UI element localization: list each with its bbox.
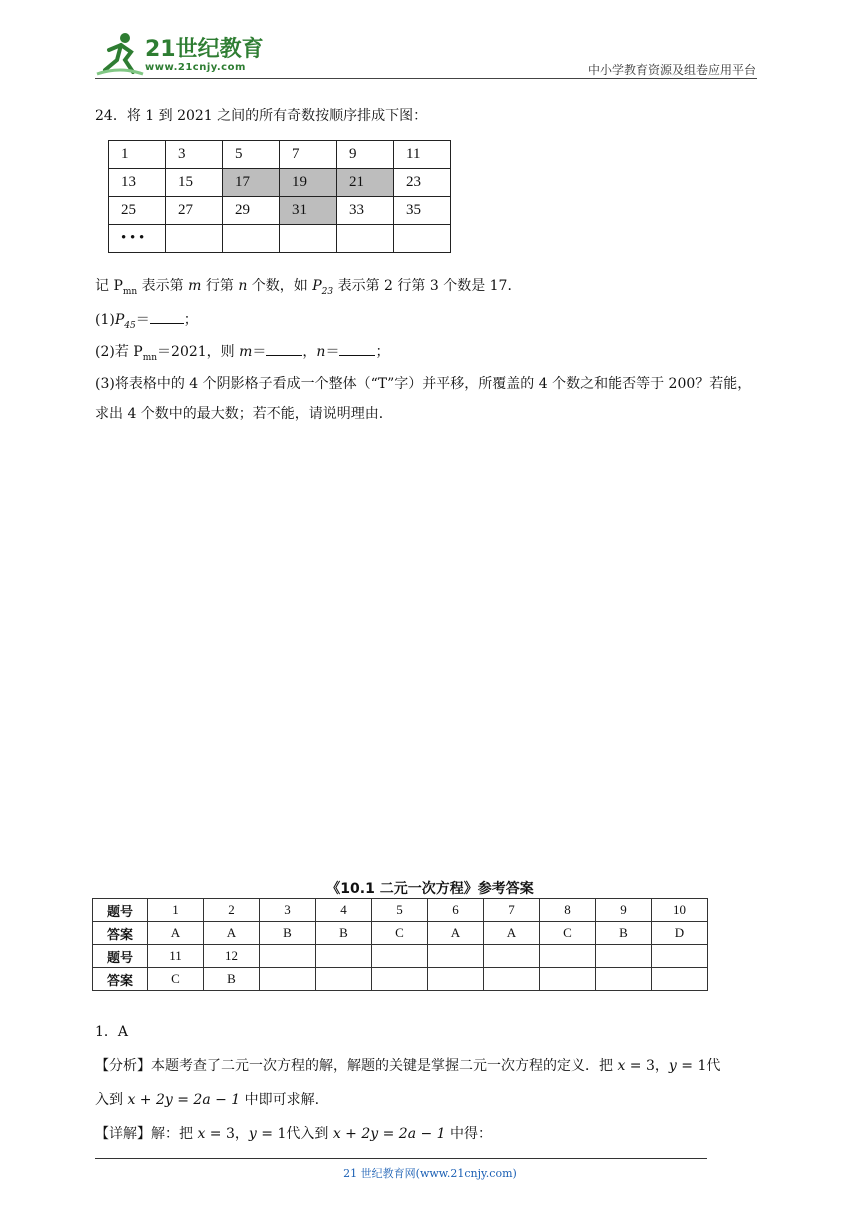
- detail-tag: 【详解】: [95, 1126, 151, 1142]
- note-text: 个数，如: [247, 278, 313, 294]
- answer-key-title: 《10.1 二元一次方程》参考答案: [326, 881, 534, 897]
- header-platform-name: 中小学教育资源及组卷应用平台: [587, 63, 756, 77]
- grid-cell: [166, 225, 223, 253]
- grid-cell: • • •: [109, 225, 166, 253]
- answer-cell: 3: [260, 899, 316, 922]
- detail-text: = 1代入到: [256, 1126, 333, 1142]
- analysis-text: = 3，: [625, 1058, 669, 1074]
- grid-cell: 17: [223, 169, 280, 197]
- answer-cell: [540, 945, 596, 968]
- grid-cell: 21: [337, 169, 394, 197]
- grid-cell: 3: [166, 141, 223, 169]
- detail-text: = 3，: [205, 1126, 249, 1142]
- answer-row-label: 答案: [93, 922, 148, 945]
- grid-cell: 31: [280, 197, 337, 225]
- grid-cell: 15: [166, 169, 223, 197]
- note-text: 行第: [201, 278, 239, 294]
- part-2-eq: ＝: [252, 344, 267, 360]
- solution-detail: [95, 1124, 492, 1144]
- equation: x + 2y = 2a − 1: [127, 1092, 241, 1108]
- footer-site[interactable]: 21 世纪教育网(www.21cnjy.com): [343, 1167, 517, 1180]
- answer-cell: [652, 968, 708, 991]
- part-2-end: ；: [375, 344, 390, 360]
- logo-text: 21世纪教育: [145, 37, 264, 62]
- note-var-m: m: [188, 278, 202, 294]
- answer-row: [93, 968, 708, 991]
- answer-cell: C: [372, 922, 428, 945]
- answer-cell: [540, 968, 596, 991]
- part-2-text: ＝2021，则: [157, 344, 240, 360]
- answer-cell: [428, 968, 484, 991]
- grid-row: [109, 169, 451, 197]
- answer-cell: [428, 945, 484, 968]
- var-y: y: [248, 1126, 257, 1142]
- odd-number-grid: [108, 140, 451, 253]
- var-y: y: [668, 1058, 677, 1074]
- answer-cell: [316, 968, 372, 991]
- equation: x + 2y = 2a − 1: [332, 1126, 446, 1142]
- answer-key-table: [92, 898, 708, 991]
- answer-cell: C: [148, 968, 204, 991]
- part-2-var-m: m: [239, 344, 253, 360]
- note-text: 表示第: [137, 278, 189, 294]
- part-1-eq: ＝: [135, 312, 150, 328]
- answer-cell: [260, 968, 316, 991]
- detail-text: 解：把: [151, 1126, 198, 1142]
- answer-cell: B: [204, 968, 260, 991]
- answer-blank[interactable]: [266, 343, 302, 356]
- answer-cell: 5: [372, 899, 428, 922]
- grid-cell: 33: [337, 197, 394, 225]
- answer-cell: [316, 945, 372, 968]
- answer-row-label: 题号: [93, 945, 148, 968]
- solution-analysis: [95, 1056, 720, 1076]
- analysis-text: 中即可求解.: [240, 1092, 320, 1108]
- part-2-sub: mn: [142, 352, 158, 363]
- answer-cell: [372, 968, 428, 991]
- answer-cell: [372, 945, 428, 968]
- answer-cell: A: [204, 922, 260, 945]
- part-2-label: (2)若 P: [95, 344, 143, 360]
- answer-cell: A: [428, 922, 484, 945]
- grid-cell: 7: [280, 141, 337, 169]
- answer-cell: 4: [316, 899, 372, 922]
- part-2: [95, 342, 389, 368]
- answer-cell: A: [484, 922, 540, 945]
- grid-cell: 23: [394, 169, 451, 197]
- answer-blank[interactable]: [339, 343, 375, 356]
- grid-cell: 29: [223, 197, 280, 225]
- answer-cell: [596, 968, 652, 991]
- grid-cell: 19: [280, 169, 337, 197]
- answer-cell: B: [596, 922, 652, 945]
- solution-analysis-cont: [95, 1090, 319, 1110]
- answer-cell: 10: [652, 899, 708, 922]
- question-24-intro: 24．将 1 到 2021 之间的所有奇数按顺序排成下图：: [95, 108, 428, 124]
- note-text: 记 P: [95, 278, 123, 294]
- answer-row: [93, 945, 708, 968]
- header-divider: [95, 78, 757, 79]
- grid-cell: 11: [394, 141, 451, 169]
- analysis-text: 本题考查了二元一次方程的解，解题的关键是掌握二元一次方程的定义．把: [151, 1058, 618, 1074]
- answer-row-label: 答案: [93, 968, 148, 991]
- answer-cell: 2: [204, 899, 260, 922]
- part-1-end: ；: [183, 312, 198, 328]
- grid-cell: [280, 225, 337, 253]
- grid-row: [109, 197, 451, 225]
- note-sub: mn: [122, 286, 138, 297]
- site-logo: [95, 30, 264, 80]
- note-text: 表示第 2 行第 3 个数是 17．: [333, 278, 522, 294]
- part-1-sub: 45: [124, 320, 136, 331]
- answer-cell: 9: [596, 899, 652, 922]
- grid-cell: 1: [109, 141, 166, 169]
- answer-cell: [652, 945, 708, 968]
- answer-cell: 1: [148, 899, 204, 922]
- solution-item: 1．A: [95, 1024, 129, 1040]
- answer-cell: B: [316, 922, 372, 945]
- var-x: x: [197, 1126, 206, 1142]
- runner-logo-icon: [95, 30, 145, 78]
- grid-row: [109, 225, 451, 253]
- answer-cell: C: [540, 922, 596, 945]
- answer-cell: 7: [484, 899, 540, 922]
- grid-row: [109, 141, 451, 169]
- answer-cell: 12: [204, 945, 260, 968]
- part-3: (3)将表格中的 4 个阴影格子看成一个整体（“T”字）并平移，所覆盖的 4 个数之和能否等于 200？若能，求出 4 个数中的最大数；若不能，请说明理由．: [95, 376, 752, 422]
- note-psub: 23: [321, 286, 334, 297]
- var-x: x: [617, 1058, 626, 1074]
- detail-text: 中得：: [445, 1126, 493, 1142]
- part-1-var: P: [114, 312, 125, 328]
- grid-cell: [394, 225, 451, 253]
- note-var-p: P: [312, 278, 322, 294]
- grid-cell: 25: [109, 197, 166, 225]
- answer-cell: [260, 945, 316, 968]
- part-2-eq: ＝: [325, 344, 340, 360]
- grid-cell: [337, 225, 394, 253]
- answer-cell: [484, 968, 540, 991]
- note-var-n: n: [238, 278, 248, 294]
- answer-cell: D: [652, 922, 708, 945]
- grid-cell: 5: [223, 141, 280, 169]
- notation-explanation: [95, 276, 521, 302]
- answer-blank[interactable]: [150, 311, 184, 324]
- grid-cell: 13: [109, 169, 166, 197]
- part-1-label: (1): [95, 312, 115, 328]
- grid-cell: [223, 225, 280, 253]
- answer-cell: [484, 945, 540, 968]
- part-2-var-n: n: [316, 344, 326, 360]
- footer-divider: [95, 1158, 707, 1159]
- answer-cell: 8: [540, 899, 596, 922]
- answer-row: [93, 922, 708, 945]
- answer-cell: 11: [148, 945, 204, 968]
- answer-row: [93, 899, 708, 922]
- part-2-sep: ，: [302, 344, 317, 360]
- grid-cell: 27: [166, 197, 223, 225]
- answer-row-label: 题号: [93, 899, 148, 922]
- analysis-text: = 1代: [676, 1058, 721, 1074]
- grid-cell: 9: [337, 141, 394, 169]
- answer-cell: B: [260, 922, 316, 945]
- analysis-tag: 【分析】: [95, 1058, 151, 1074]
- analysis-text: 入到: [95, 1092, 128, 1108]
- grid-cell: 35: [394, 197, 451, 225]
- answer-cell: A: [148, 922, 204, 945]
- part-1: [95, 310, 198, 336]
- logo-url: www.21cnjy.com: [145, 62, 246, 73]
- answer-cell: [596, 945, 652, 968]
- answer-cell: 6: [428, 899, 484, 922]
